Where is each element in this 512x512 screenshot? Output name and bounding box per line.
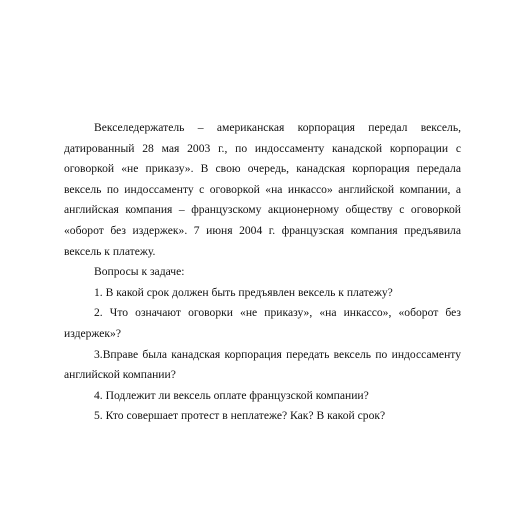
question-item: 3.Вправе была канадская корпорация передать вексель по индоссаменту английской компании? <box>64 347 461 382</box>
question-item: 5. Кто совершает протест в неплатеже? Как? В какой срок? <box>94 409 386 423</box>
document-text <box>64 118 461 427</box>
task-paragraph: Векселедержатель – американская корпорация передал вексель, датированный 28 мая 2003 г., по индоссаменту канадской корпорации с оговоркой «не приказу». В свою очередь, канадская корпорация передала вексель по индоссаменту с оговоркой «на инкассо» английской компании, а английская компания – французскому акционерному обществу с оговоркой «оборот без издержек». 7 июня 2004 г. французская компания предъявила вексель к платежу. <box>64 121 461 258</box>
questions-heading: Вопросы к задаче: <box>94 265 185 279</box>
question-item: 4. Подлежит ли вексель оплате французской компании? <box>94 388 369 402</box>
question-item: 2. Что означают оговорки «не приказу», «на инкассо», «оборот без издержек»? <box>64 306 461 340</box>
question-item: 1. В какой срок должен быть предъявлен вексель к платежу? <box>94 285 393 299</box>
